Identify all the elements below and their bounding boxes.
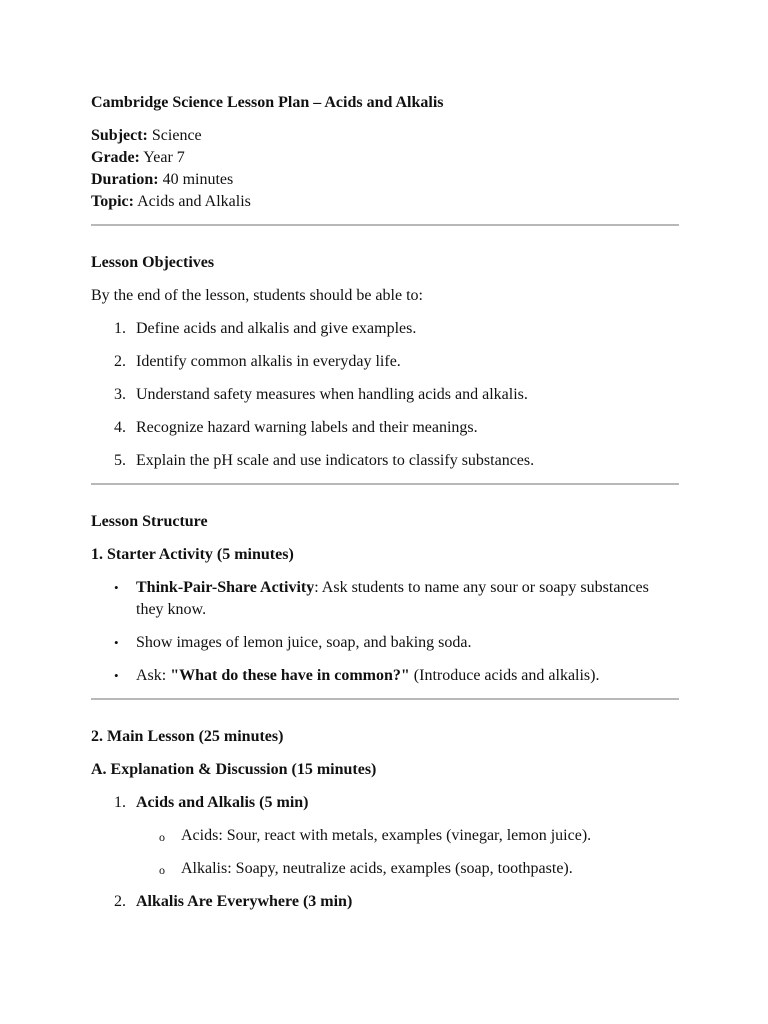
list-number: 5. xyxy=(114,452,126,469)
bullet-icon: • xyxy=(114,668,119,683)
lesson-item xyxy=(91,891,679,913)
grade-value: Year 7 xyxy=(139,149,185,166)
grade-label: Grade: xyxy=(91,149,140,166)
list-item: o Acids: Sour, react with metals, examples (vinegar, lemon juice). xyxy=(91,825,679,847)
objectives-intro: By the end of the lesson, students should be able to: xyxy=(91,287,423,304)
duration-line xyxy=(91,169,679,191)
duration-value: 40 minutes xyxy=(158,171,234,188)
main-lesson-heading: 2. Main Lesson (25 minutes) xyxy=(91,728,284,745)
activity-name: Think-Pair-Share Activity xyxy=(136,579,315,596)
objective-text: Explain the pH scale and use indicators to classify substances. xyxy=(136,452,535,469)
topic-value: Acids and Alkalis xyxy=(133,193,251,210)
objective-text: Identify common alkalis in everyday life. xyxy=(136,353,401,370)
subject-label: Subject: xyxy=(91,127,148,144)
document-title: Cambridge Science Lesson Plan – Acids and Alkalis xyxy=(91,94,444,111)
circle-bullet-icon: o xyxy=(159,830,165,844)
objective-text: Understand safety measures when handling acids and alkalis. xyxy=(136,386,528,403)
divider xyxy=(91,224,679,226)
objective-item xyxy=(91,450,679,472)
objective-item xyxy=(91,417,679,439)
question-text: "What do these have in common?" xyxy=(170,667,410,684)
explanation-heading: A. Explanation & Discussion (15 minutes) xyxy=(91,761,377,778)
objective-item xyxy=(91,351,679,373)
lesson-item xyxy=(91,792,679,814)
list-number: 1. xyxy=(114,320,126,337)
list-number: 1. xyxy=(114,794,126,811)
objective-item xyxy=(91,384,679,406)
topic-line xyxy=(91,191,679,213)
structure-heading: Lesson Structure xyxy=(91,513,208,530)
topic-label: Topic: xyxy=(91,193,134,210)
subject-line xyxy=(91,125,679,147)
list-item: • Ask: "What do these have in common?" (Introduce acids and alkalis). xyxy=(91,665,679,687)
bullet-icon: • xyxy=(114,580,119,595)
objective-text: Define acids and alkalis and give examples. xyxy=(136,320,417,337)
list-item: • Show images of lemon juice, soap, and baking soda. xyxy=(91,632,679,654)
list-number: 2. xyxy=(114,893,126,910)
bullet-icon: • xyxy=(114,635,119,650)
divider xyxy=(91,483,679,485)
lesson-item-title: Alkalis Are Everywhere (3 min) xyxy=(136,893,353,910)
list-number: 4. xyxy=(114,419,126,436)
lesson-item-title: Acids and Alkalis (5 min) xyxy=(136,794,309,811)
duration-label: Duration: xyxy=(91,171,159,188)
subject-value: Science xyxy=(147,127,202,144)
list-item: o Alkalis: Soapy, neutralize acids, examples (soap, toothpaste). xyxy=(91,858,679,880)
list-number: 3. xyxy=(114,386,126,403)
main-lesson-list xyxy=(91,792,679,814)
starter-list xyxy=(91,577,679,687)
circle-bullet-icon: o xyxy=(159,863,165,877)
objective-item xyxy=(91,318,679,340)
document-page xyxy=(91,92,679,924)
list-number: 2. xyxy=(114,353,126,370)
objectives-heading: Lesson Objectives xyxy=(91,254,215,271)
objectives-list xyxy=(91,318,679,472)
list-item: • Think-Pair-Share Activity: Ask students to name any sour or soapy substances they know. xyxy=(114,579,649,618)
divider xyxy=(91,698,679,700)
grade-line xyxy=(91,147,679,169)
acids-alkalis-points xyxy=(91,825,679,880)
starter-heading: 1. Starter Activity (5 minutes) xyxy=(91,546,294,563)
objective-text: Recognize hazard warning labels and their meanings. xyxy=(136,419,478,436)
main-lesson-list-continued xyxy=(91,891,679,913)
